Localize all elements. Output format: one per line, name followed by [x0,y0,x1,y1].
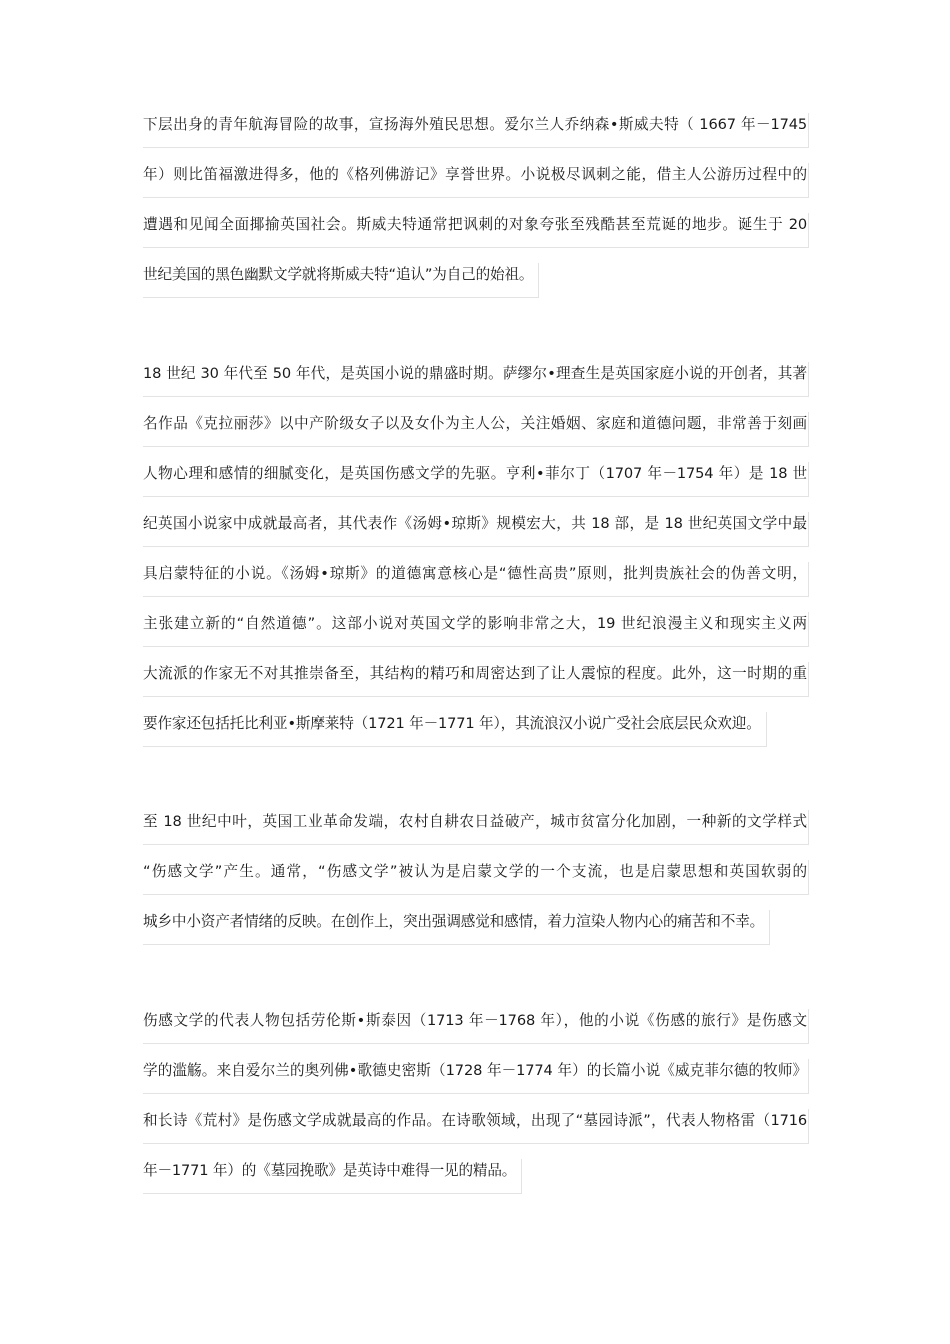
text-line: 年－1771 年）的《墓园挽歌》是英诗中难得一见的精品。 [143,1146,522,1196]
text-line: 下层出身的青年航海冒险的故事，宣扬海外殖民思想。爱尔兰人乔纳森•斯威夫特（ 1667 年－1745 [143,100,809,150]
paragraph-novel-golden-age [143,349,809,753]
text-line: 大流派的作家无不对其推崇备至，其结构的精巧和周密达到了让人震惊的程度。此外，这一时期的重 [143,649,809,699]
text-line: 伤感文学的代表人物包括劳伦斯•斯泰因（1713 年－1768 年），他的小说《伤感的旅行》是伤感文 [143,996,809,1046]
text-line: 主张建立新的“自然道德”。这部小说对英国文学的影响非常之大，19 世纪浪漫主义和现实主义两 [143,599,809,649]
text-line: 人物心理和感情的细腻变化，是英国伤感文学的先驱。亨利•菲尔丁（1707 年－1754 年）是 18 世 [143,449,809,499]
text-line: 年）则比笛福激进得多，他的《格列佛游记》享誉世界。小说极尽讽刺之能，借主人公游历过程中的 [143,150,809,200]
text-line: “伤感文学”产生。通常，“伤感文学”被认为是启蒙文学的一个支流，也是启蒙思想和英国软弱的 [143,847,809,897]
text-line: 和长诗《荒村》是伤感文学成就最高的作品。在诗歌领域，出现了“墓园诗派”，代表人物格雷（1716 [143,1096,809,1146]
text-line: 要作家还包括托比利亚•斯摩莱特（1721 年－1771 年），其流浪汉小说广受社会底层民众欢迎。 [143,699,767,749]
text-line: 18 世纪 30 年代至 50 年代，是英国小说的鼎盛时期。萨缪尔•理查生是英国家庭小说的开创者，其著 [143,349,809,399]
paragraph-sentimental-literature [143,797,809,951]
text-line: 纪英国小说家中成就最高者，其代表作《汤姆•琼斯》规模宏大，共 18 部，是 18 世纪英国文学中最 [143,499,809,549]
text-line: 名作品《克拉丽莎》以中产阶级女子以及女仆为主人公，关注婚姻、家庭和道德问题，非常善于刻画 [143,399,809,449]
paragraph-swift [143,100,809,304]
text-line: 遭遇和见闻全面揶揄英国社会。斯威夫特通常把讽刺的对象夸张至残酷甚至荒诞的地步。诞生于 20 [143,200,809,250]
text-line: 学的滥觞。来自爱尔兰的奥列佛•歌德史密斯（1728 年－1774 年）的长篇小说《威克菲尔德的牧师》 [143,1046,809,1096]
text-line: 城乡中小资产者情绪的反映。在创作上，突出强调感觉和感情，着力渲染人物内心的痛苦和不幸。 [143,897,770,947]
paragraph-sentimental-authors [143,996,809,1200]
text-line: 具启蒙特征的小说。《汤姆•琼斯》的道德寓意核心是“德性高贵”原则，批判贵族社会的伪善文明， [143,549,809,599]
text-line: 至 18 世纪中叶，英国工业革命发端，农村自耕农日益破产，城市贫富分化加剧，一种新的文学样式 [143,797,809,847]
text-line: 世纪美国的黑色幽默文学就将斯威夫特“追认”为自己的始祖。 [143,250,539,300]
